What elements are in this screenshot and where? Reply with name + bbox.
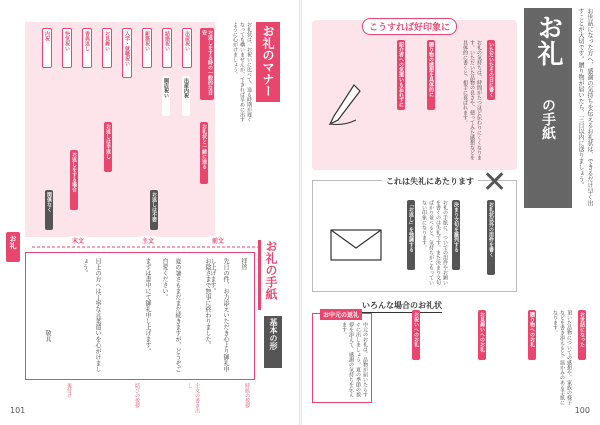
title-box <box>524 8 572 208</box>
title-intro: お世話になった方へ、感謝の気持ちを伝えるお礼状は、できるだけ早く出すことが大切です。贈り物が届いたら、三日以内に送りましょう。 <box>577 8 593 206</box>
favor-body: お礼の気持ちは、時間がたつほど伝わりにくくなります。いただいた品物の良さや、使ってみた感想などを具体的に書くと、相手に喜ばれます。 <box>462 40 482 160</box>
favor-item-0: いただいたその日に書く <box>487 40 495 100</box>
case-body: 頂いた品物についての感想や、家族の様子などを書き添えると、温かみのある手紙になります。 <box>552 310 572 405</box>
letter-line-5: 目上の方へは丁寧な言葉遣いを心がけましょう。 <box>81 258 101 372</box>
chugen-title: お中元の返礼 <box>320 309 362 320</box>
bottom-note-2: 結びの挨拶 <box>134 383 140 408</box>
rude-item-0: お礼状以外の用件を書く <box>487 200 495 275</box>
bottom-note-3: 後付け <box>66 383 72 398</box>
table-cell-1: 結婚祝い <box>162 28 172 68</box>
title-sub: の手紙 <box>540 98 556 140</box>
table-cell-8: 出産内祝 <box>182 76 190 116</box>
letter-line-0: 拝啓 <box>240 258 247 270</box>
basic-form-label: 基本の形 <box>269 318 278 350</box>
envelope-icon <box>327 220 387 265</box>
writing-title-box <box>258 240 280 310</box>
letter-line-2: お陰さまで無事に終わりました。 <box>204 258 211 348</box>
title-intro-col <box>576 8 596 208</box>
x-mark-icon: ✕ <box>482 165 508 200</box>
table-cell-5: 香典返し <box>82 28 92 68</box>
section-label-0: 末文 <box>72 238 85 245</box>
letter-line-3: 夏の暑さもまだまだ続きますが、どうぞご自愛ください。 <box>161 258 181 372</box>
bottom-note-1: 主文の書き出し <box>187 383 200 413</box>
manner-point-0: お返しをする時の一般的な目安 <box>200 28 214 100</box>
bottom-note-0: 時候の挨拶 <box>244 383 250 408</box>
case-tag-2: お見舞いへのお礼 <box>478 310 486 360</box>
subhead-1: お返しは不要 <box>150 190 158 230</box>
page-101 <box>0 0 299 425</box>
rude-banner: これは失礼にあたります <box>382 176 478 187</box>
side-tab <box>6 232 20 262</box>
cases-title: いろんな場合のお礼状 <box>362 300 442 313</box>
writing-title: お礼の手紙 <box>264 240 278 300</box>
table-cell-9: 開店祝い <box>162 76 170 116</box>
rude-item-2: 「お返し」を強調する <box>407 200 415 270</box>
manner-point-1: お礼状と一緒に送る <box>200 122 208 184</box>
table-cell-4: お見舞い <box>102 28 112 68</box>
subhead-2: 関係なく <box>45 190 53 230</box>
page-number-right: 100 <box>574 406 590 415</box>
case-tag-1: 贈り物へのお礼 <box>528 310 536 360</box>
title-main: お礼 <box>533 14 563 66</box>
manner-intro: お礼状は、お祝いに比べて、送る時期が遅くなっても構いませんが、できれば早めに出すように心がけましょう。 <box>232 22 252 122</box>
letter-line-4: まずは書中にて御礼申し上げます。 <box>144 258 151 354</box>
rude-item-1: 決まり文句を羅列する <box>452 200 460 270</box>
table-cell-3: 入学・就職祝い <box>122 28 132 78</box>
page-number-left: 101 <box>10 406 26 415</box>
letter-line-1: 先日の件、お力添えいただき心より御礼申し上げます。 <box>209 258 229 372</box>
subhead-0: お返しをする場合 <box>70 150 78 210</box>
favorable-banner: こうすれば好印象に <box>362 18 457 35</box>
rude-body: お礼の手紙に、ついでの用件やお願いを書くのは失礼です。また決まり文句ばかり並べると、気持ちがこもっていない印象になります。 <box>421 200 448 285</box>
pen-icon <box>324 80 364 130</box>
manner-point-2: お返しは半返し <box>104 122 112 172</box>
table-cell-0: 出産祝い <box>182 28 192 68</box>
table-cell-6: 快気祝い <box>62 28 72 68</box>
section-label-2: 前文 <box>212 238 225 245</box>
manner-title: お礼のマナー <box>261 25 275 97</box>
case-tag-0: お世話になった <box>578 310 586 360</box>
letter-line-6: 敬具 <box>44 330 51 342</box>
basic-form-box <box>264 316 282 368</box>
page-100 <box>302 0 600 425</box>
manner-title-box <box>256 22 280 102</box>
table-cell-2: 新築祝い <box>142 28 152 68</box>
side-tab-label: お礼 <box>9 235 17 249</box>
case-tag-3: お祝いへのお礼 <box>412 310 420 360</box>
favor-item-1: 贈り物の感想を具体的に <box>427 40 435 110</box>
favor-item-2: 紹介者への気遣いも忘れずに <box>397 40 405 110</box>
section-label-1: 主文 <box>142 238 155 245</box>
table-cell-7: 内祝 <box>42 28 52 68</box>
chugen-body: 中元のお礼は、品物が届いたらすぐに出しましょう。夏の季節の挨拶を添えて、感謝の気持ちを伝えます。 <box>341 322 368 397</box>
